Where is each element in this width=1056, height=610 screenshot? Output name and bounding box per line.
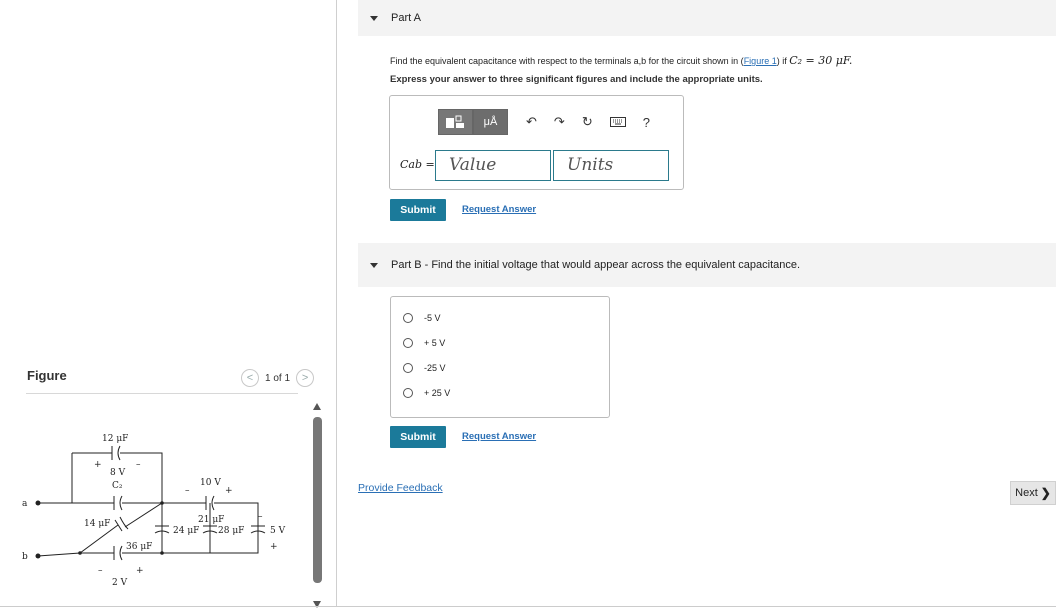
collapse-triangle-icon bbox=[370, 263, 378, 268]
math-toolbar bbox=[438, 109, 650, 135]
cap-12uf-label: 12 μF bbox=[102, 434, 129, 444]
part-a-instruction: Express your answer to three significant figures and include the appropriate units. bbox=[390, 74, 763, 85]
redo-icon[interactable]: ↷ bbox=[553, 114, 565, 129]
figure-heading: Figure bbox=[27, 368, 67, 383]
figure-scrollbar[interactable] bbox=[313, 417, 322, 583]
pager-text: 1 of 1 bbox=[265, 372, 291, 384]
part-b-title: Part B - Find the initial voltage that would appear across the equivalent capacitance. bbox=[391, 259, 801, 271]
template-button[interactable] bbox=[438, 109, 473, 135]
part-b-header[interactable] bbox=[358, 243, 1056, 287]
terminal-a-dot bbox=[36, 501, 41, 506]
next-button[interactable]: Next ❯ bbox=[1010, 481, 1056, 505]
help-icon[interactable]: ? bbox=[642, 114, 650, 130]
cab-label: Cab = bbox=[400, 158, 435, 171]
part-a-question: Find the equivalent capacitance with respect to the terminals a,b for the circuit shown in (Figure 1) if C₂ = 30 μF. bbox=[390, 54, 853, 67]
volt-2v-label: 2 V bbox=[112, 578, 128, 588]
choice-option[interactable]: -5 V bbox=[403, 313, 441, 323]
choice-option[interactable]: + 25 V bbox=[403, 388, 450, 398]
c2-value: C₂ = 30 μF. bbox=[789, 54, 853, 67]
choice-option[interactable]: -25 V bbox=[403, 363, 446, 373]
cap-21uf-label: 21 μF bbox=[198, 515, 225, 525]
part-b-submit-button[interactable]: Submit bbox=[390, 426, 446, 448]
radio-button[interactable] bbox=[403, 338, 413, 348]
cap-36uf-label: 36 μF bbox=[126, 542, 153, 552]
part-a-submit-button[interactable]: Submit bbox=[390, 199, 446, 221]
part-a-request-answer-link[interactable]: Request Answer bbox=[462, 204, 537, 215]
radio-button[interactable] bbox=[403, 363, 413, 373]
part-a-title: Part A bbox=[391, 12, 421, 24]
terminal-a-label: a bbox=[22, 499, 28, 509]
minus-8v: – bbox=[136, 460, 141, 470]
cap-c2-label: C₂ bbox=[112, 481, 123, 491]
figure-divider bbox=[26, 393, 298, 394]
collapse-triangle-icon bbox=[370, 16, 378, 21]
value-input[interactable]: Value bbox=[435, 150, 551, 181]
chevron-right-icon: ❯ bbox=[1040, 486, 1051, 500]
terminal-b-label: b bbox=[22, 552, 28, 562]
panel-divider bbox=[336, 0, 337, 606]
plus-10v: + bbox=[225, 486, 233, 496]
radio-button[interactable] bbox=[403, 388, 413, 398]
terminal-b-dot bbox=[36, 554, 41, 559]
scroll-up-arrow-icon[interactable] bbox=[313, 403, 321, 410]
cap-28uf-label: 28 μF bbox=[218, 526, 245, 536]
circuit-diagram bbox=[22, 425, 300, 595]
keyboard-icon[interactable] bbox=[610, 115, 626, 130]
undo-icon[interactable]: ↶ bbox=[526, 114, 537, 129]
units-input[interactable]: Units bbox=[553, 150, 669, 181]
units-button[interactable]: μÅ bbox=[473, 109, 508, 135]
part-a-header[interactable] bbox=[358, 0, 1056, 36]
figure-link[interactable]: Figure 1 bbox=[743, 56, 777, 66]
minus-5v: – bbox=[258, 512, 263, 522]
plus-2v: + bbox=[136, 566, 144, 576]
plus-8v: + bbox=[94, 460, 102, 470]
template-icon bbox=[445, 115, 467, 129]
volt-10v-label: 10 V bbox=[200, 478, 221, 488]
volt-8v-label: 8 V bbox=[110, 468, 126, 478]
reset-icon[interactable]: ↻ bbox=[581, 114, 593, 129]
minus-10v: – bbox=[185, 486, 190, 496]
volt-5v-label: 5 V bbox=[270, 526, 286, 536]
radio-button[interactable] bbox=[403, 313, 413, 323]
next-figure-button[interactable]: > bbox=[296, 369, 314, 387]
bottom-rule bbox=[0, 606, 1056, 607]
plus-5v: + bbox=[270, 542, 278, 552]
part-b-request-answer-link[interactable]: Request Answer bbox=[462, 431, 537, 442]
prev-figure-button[interactable]: < bbox=[241, 369, 259, 387]
minus-2v: – bbox=[98, 566, 103, 576]
provide-feedback-link[interactable]: Provide Feedback bbox=[358, 482, 443, 494]
figure-pager bbox=[241, 369, 314, 387]
choice-option[interactable]: + 5 V bbox=[403, 338, 445, 348]
cap-24uf-label: 24 μF bbox=[173, 526, 200, 536]
cap-14uf-label: 14 μF bbox=[84, 519, 111, 529]
